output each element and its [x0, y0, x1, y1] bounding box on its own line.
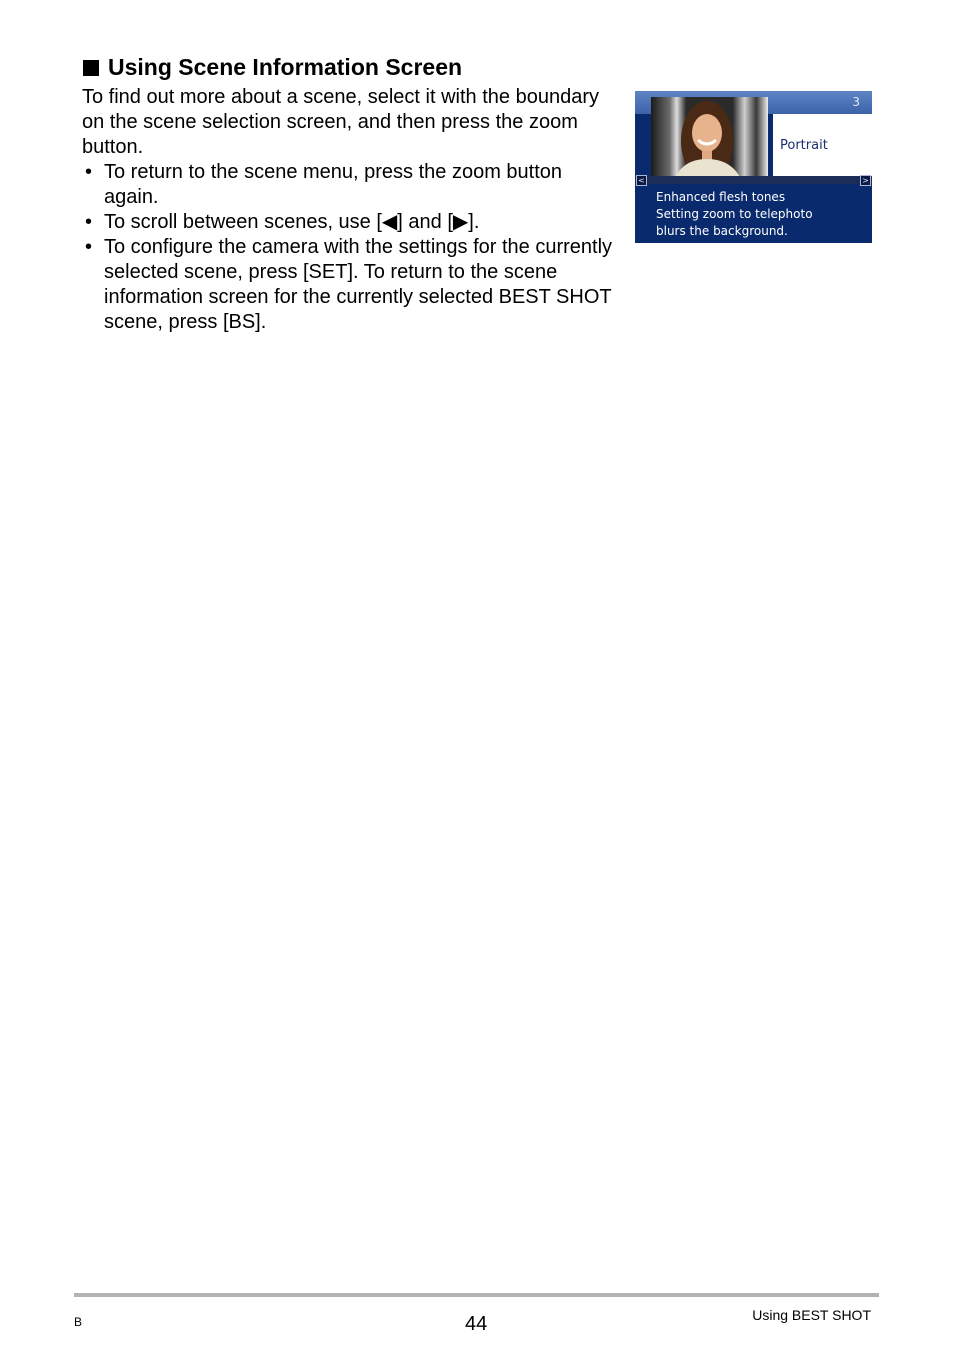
description-line: Enhanced flesh tones [656, 190, 786, 204]
chevron-right-icon: > [860, 175, 871, 186]
scene-name-panel [773, 114, 872, 176]
list-item: • To return to the scene menu, press the zoom button again. [85, 161, 563, 208]
section-heading [83, 52, 462, 82]
portrait-photo [651, 97, 768, 183]
list-item: • To configure the camera with the settings for the currently selected scene, press [SET]. To return to the scene information screen for the currently selected BEST SHOT scene, press [BS]. [85, 236, 613, 333]
scene-scroll-bar [635, 176, 872, 184]
black-square-icon [83, 60, 99, 76]
bullet-icon: • [85, 236, 93, 258]
footer-divider [74, 1293, 879, 1297]
scene-description [656, 189, 868, 240]
camera-screen-illustration [635, 91, 872, 243]
scene-name: Portrait [780, 138, 828, 153]
section-title: Using Scene Information Screen [108, 54, 463, 80]
footer-chapter-title: Using BEST SHOT [752, 1307, 871, 1323]
list-item: • To scroll between scenes, use [◀] and [▶]. [85, 211, 480, 233]
footer-language-code: B [74, 1315, 83, 1329]
intro-paragraph: To find out more about a scene, select it with the boundary on the scene selection screen, and then press the zoom button. [82, 86, 599, 158]
chevron-left-icon: < [636, 175, 647, 186]
page-number: 44 [465, 1313, 488, 1335]
section-body [82, 85, 617, 335]
description-line: Setting zoom to telephoto [656, 207, 813, 221]
description-line: blurs the background. [656, 224, 788, 238]
bullet-icon: • [85, 161, 93, 183]
screen-page-number: 3 [852, 95, 860, 109]
portrait-figure [651, 97, 768, 183]
bullet-list [82, 160, 617, 335]
bullet-icon: • [85, 211, 93, 233]
